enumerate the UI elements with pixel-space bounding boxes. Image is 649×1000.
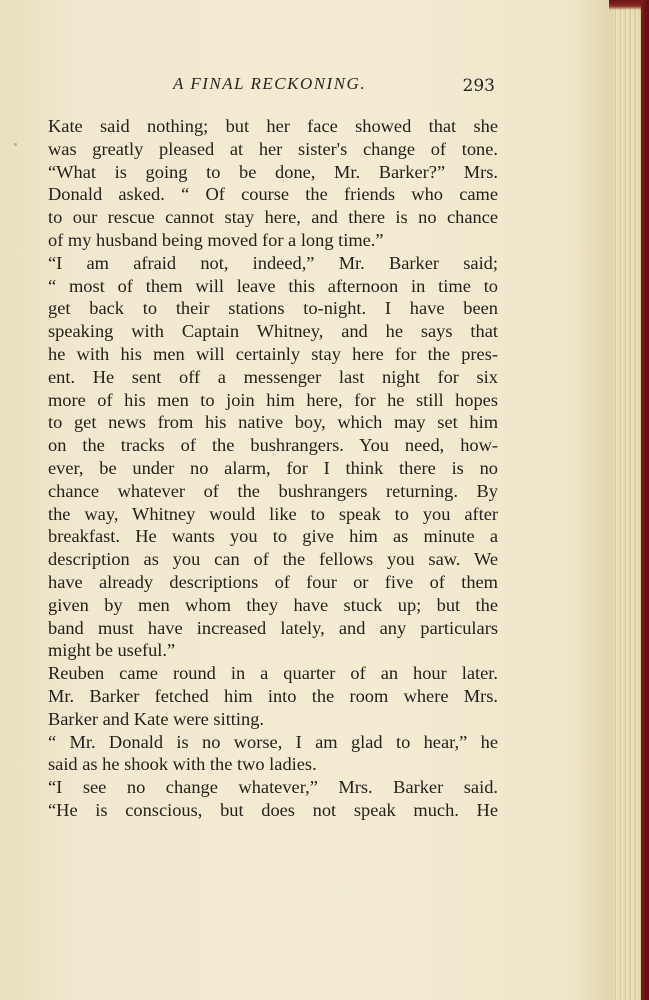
text-line: ent. He sent off a messenger last night for six xyxy=(48,366,498,387)
text-line: speaking with Captain Whitney, and he says that xyxy=(48,321,498,342)
text-line: Mr. Barker fetched him into the room where Mrs. xyxy=(48,685,498,706)
text-line: breakfast. He wants you to give him as minute a xyxy=(48,526,498,547)
text-line: band must have increased lately, and any particulars xyxy=(48,617,498,638)
book-cover-edge xyxy=(641,0,649,1000)
text-line: to our rescue cannot stay here, and there is no chance xyxy=(48,207,498,228)
text-line: Kate said nothing; but her face showed that she xyxy=(48,116,498,136)
running-title: A FINAL RECKONING. xyxy=(173,74,367,93)
text-line: on the tracks of the bushrangers. You need, how- xyxy=(48,435,498,456)
text-line: Donald asked. “ Of course the friends who came xyxy=(48,184,498,205)
text-line: of my husband being moved for a long time.” xyxy=(48,229,384,250)
text-line: have already descriptions of four or five of them xyxy=(48,571,498,592)
body-text xyxy=(48,115,498,822)
text-line: the way, Whitney would like to speak to you after xyxy=(48,503,498,524)
text-line: more of his men to join him here, for he still hopes xyxy=(48,389,498,410)
paper-speck xyxy=(14,143,17,146)
text-line: Barker and Kate were sitting. xyxy=(48,708,265,729)
text-line: get back to their stations to-night. I have been xyxy=(48,298,498,319)
text-line: chance whatever of the bushrangers returning. By xyxy=(48,480,498,501)
page-number: 293 xyxy=(462,76,495,96)
text-line: description as you can of the fellows you saw. We xyxy=(48,549,498,570)
text-line: said as he shook with the two ladies. xyxy=(48,754,317,775)
text-line: “I see no change whatever,” Mrs. Barker said. xyxy=(48,777,498,798)
text-line: “He is conscious, but does not speak much. He xyxy=(48,799,498,820)
text-line: “ Mr. Donald is no worse, I am glad to hear,” he xyxy=(48,731,498,752)
text-line: “ most of them will leave this afternoon in time to xyxy=(48,275,498,296)
text-line: to get news from his native boy, which may set him xyxy=(48,412,498,433)
page-header xyxy=(48,74,498,100)
text-line: ever, be under no alarm, for I think there is no xyxy=(48,457,498,478)
text-line: was greatly pleased at her sister's change of tone. xyxy=(48,138,498,159)
text-line: he with his men will certainly stay here for the pres- xyxy=(48,343,498,364)
text-line: “I am afraid not, indeed,” Mr. Barker said; xyxy=(48,252,498,273)
text-line: given by men whom they have stuck up; but the xyxy=(48,594,498,615)
text-line: “What is going to be done, Mr. Barker?” Mrs. xyxy=(48,161,498,182)
text-line: might be useful.” xyxy=(48,640,176,661)
text-line: Reuben came round in a quarter of an hour later. xyxy=(48,663,498,684)
